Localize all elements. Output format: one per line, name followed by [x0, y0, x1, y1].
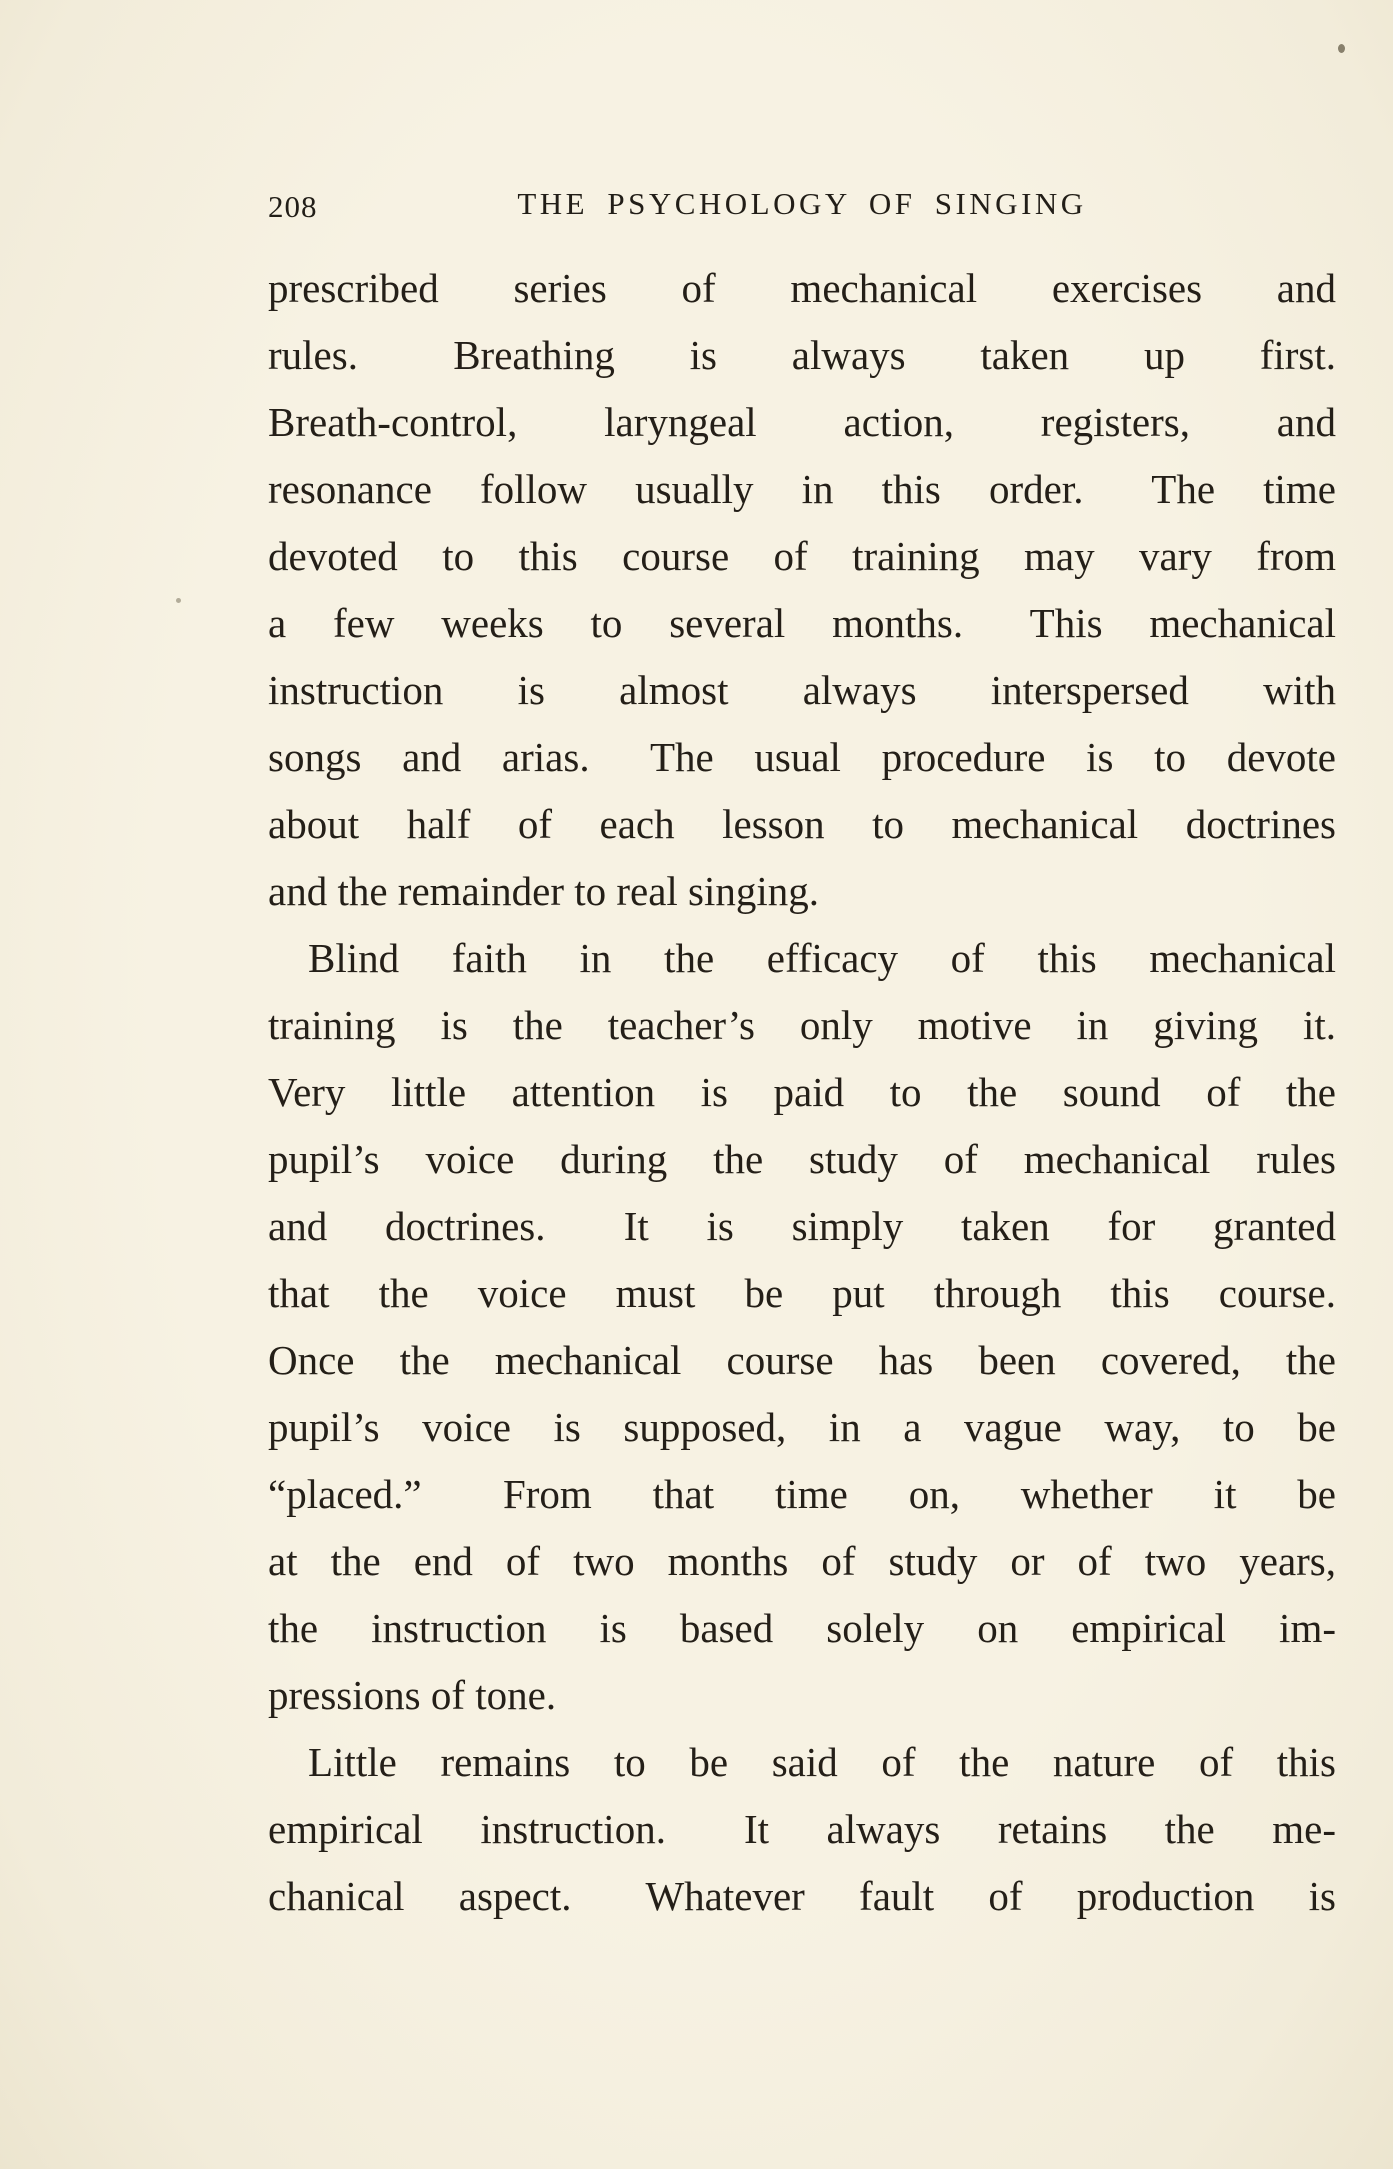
page-header	[268, 186, 1336, 230]
text-line: songs and arias. The usual procedure is to devote	[268, 734, 1336, 780]
text-line: prescribed series of mechanical exercises and	[268, 265, 1336, 311]
text-line: rules. Breathing is always taken up first.	[268, 332, 1336, 378]
text-line: Little remains to be said of the nature of this	[308, 1739, 1336, 1785]
text-line: empirical instruction. It always retains the me-	[268, 1806, 1336, 1852]
text-block	[268, 255, 1336, 1930]
text-line: that the voice must be put through this course.	[268, 1270, 1336, 1316]
text-line: and the remainder to real singing.	[268, 868, 820, 914]
text-line: at the end of two months of study or of two years,	[268, 1538, 1336, 1584]
text-line: and doctrines. It is simply taken for granted	[268, 1203, 1336, 1249]
text-line: Blind faith in the efficacy of this mechanical	[308, 935, 1336, 981]
text-line: Breath-control, laryngeal action, registers, and	[268, 399, 1336, 445]
scan-speck	[176, 598, 181, 603]
text-line: “placed.” From that time on, whether it be	[268, 1471, 1336, 1517]
text-line: pupil’s voice during the study of mechanical rules	[268, 1136, 1336, 1182]
text-line: training is the teacher’s only motive in giving it.	[268, 1002, 1336, 1048]
running-title: THE PSYCHOLOGY OF SINGING	[517, 186, 1087, 221]
text-line: a few weeks to several months. This mechanical	[268, 600, 1336, 646]
text-line: resonance follow usually in this order. The time	[268, 466, 1336, 512]
text-line: devoted to this course of training may vary from	[268, 533, 1336, 579]
text-line: Once the mechanical course has been covered, the	[268, 1337, 1336, 1383]
text-line: Very little attention is paid to the sound of the	[268, 1069, 1336, 1115]
page-number: 208	[268, 189, 318, 224]
text-line: pupil’s voice is supposed, in a vague way, to be	[268, 1404, 1336, 1450]
text-line: about half of each lesson to mechanical doctrines	[268, 801, 1336, 847]
text-line: pressions of tone.	[268, 1672, 557, 1718]
text-line: the instruction is based solely on empirical im-	[268, 1605, 1336, 1651]
text-line: instruction is almost always interspersed with	[268, 667, 1336, 713]
text-line: chanical aspect. Whatever fault of production is	[268, 1873, 1336, 1919]
scan-speck	[1338, 44, 1345, 53]
